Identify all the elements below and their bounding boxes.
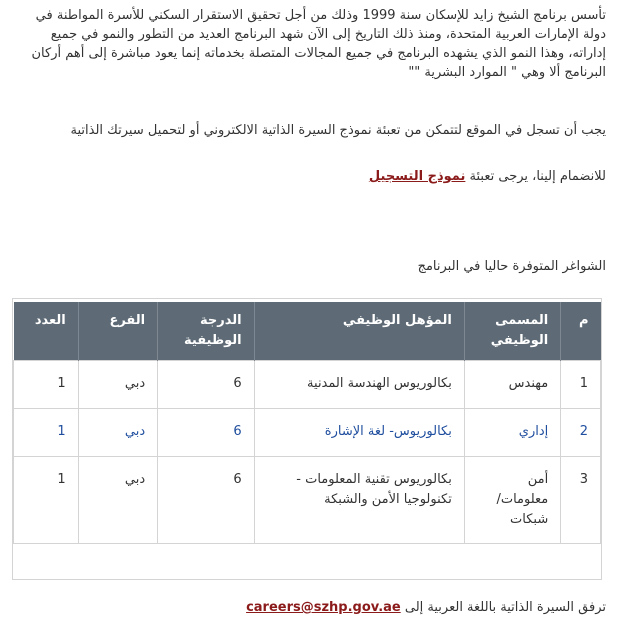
cell-qualification: بكالوريوس الهندسة المدنية	[254, 361, 464, 409]
cell-title: أمن معلومات/شبكات	[464, 457, 560, 544]
cell-title: مهندس	[464, 361, 560, 409]
careers-email-link[interactable]: careers@szhp.gov.ae	[246, 600, 401, 615]
register-note: يجب أن تسجل في الموقع لتتمكن من تعبئة نموذج السيرة الذاتية الالكتروني أو لتحميل سيرتك الذاتية	[70, 123, 606, 138]
header-qualification: المؤهل الوظيفي	[254, 302, 464, 361]
table-row[interactable]	[14, 409, 601, 457]
cell-count: 1	[14, 361, 79, 409]
cell-qualification[interactable]: بكالوريوس- لغة الإشارة	[254, 409, 464, 457]
header-count: العدد	[14, 302, 79, 361]
registration-form-link[interactable]: نموذج التسجيل	[368, 169, 466, 184]
cell-count[interactable]: 1	[14, 409, 79, 457]
cell-title[interactable]: إداري	[464, 409, 560, 457]
vacancies-table	[13, 302, 601, 544]
header-branch: الفرع	[78, 302, 157, 361]
intro-paragraph: تأسس برنامج الشيخ زايد للإسكان سنة 1999 وذلك من أجل تحقيق الاستقرار السكني للأسرة المواطنة في دولة الإمارات العربية المتحدة، ومنذ ذلك التاريخ إلى الآن شهد البرنامج العديد من التطور والنمو في جميع إداراته، وهذا النمو الذي يشهده البرنامج في جميع المجالات المتصلة بخدماته إنما يعود مباشرة إلى أهم أركان البرنامج ألا وهي " الموارد البشرية ""	[31, 8, 606, 80]
cell-no: 1	[561, 361, 601, 409]
cell-no[interactable]: 2	[561, 409, 601, 457]
cell-qualification: بكالوريوس تقنية المعلومات - تكنولوجيا الأمن والشبكة	[254, 457, 464, 544]
join-line	[12, 167, 606, 186]
cell-grade: 6	[158, 361, 254, 409]
cell-branch: دبي	[78, 457, 157, 544]
cell-grade: 6	[158, 457, 254, 544]
cell-no: 3	[561, 457, 601, 544]
cv-submission-line	[246, 598, 606, 618]
header-title: المسمى الوظيفي	[464, 302, 560, 361]
table-row	[14, 361, 601, 409]
header-no: م	[561, 302, 601, 361]
vacancies-heading: الشواغر المتوفرة حاليا في البرنامج	[417, 259, 606, 274]
cell-count: 1	[14, 457, 79, 544]
cell-branch: دبي	[78, 361, 157, 409]
join-prefix: للانضمام إلينا، يرجى تعبئة	[469, 169, 606, 184]
header-grade: الدرجة الوظيفية	[158, 302, 254, 361]
cell-grade[interactable]: 6	[158, 409, 254, 457]
cv-prefix: ترفق السيرة الذاتية باللغة العربية إلى	[404, 600, 606, 615]
vacancies-table-container	[12, 298, 602, 580]
table-row	[14, 457, 601, 544]
table-header-row	[14, 302, 601, 361]
cell-branch[interactable]: دبي	[78, 409, 157, 457]
